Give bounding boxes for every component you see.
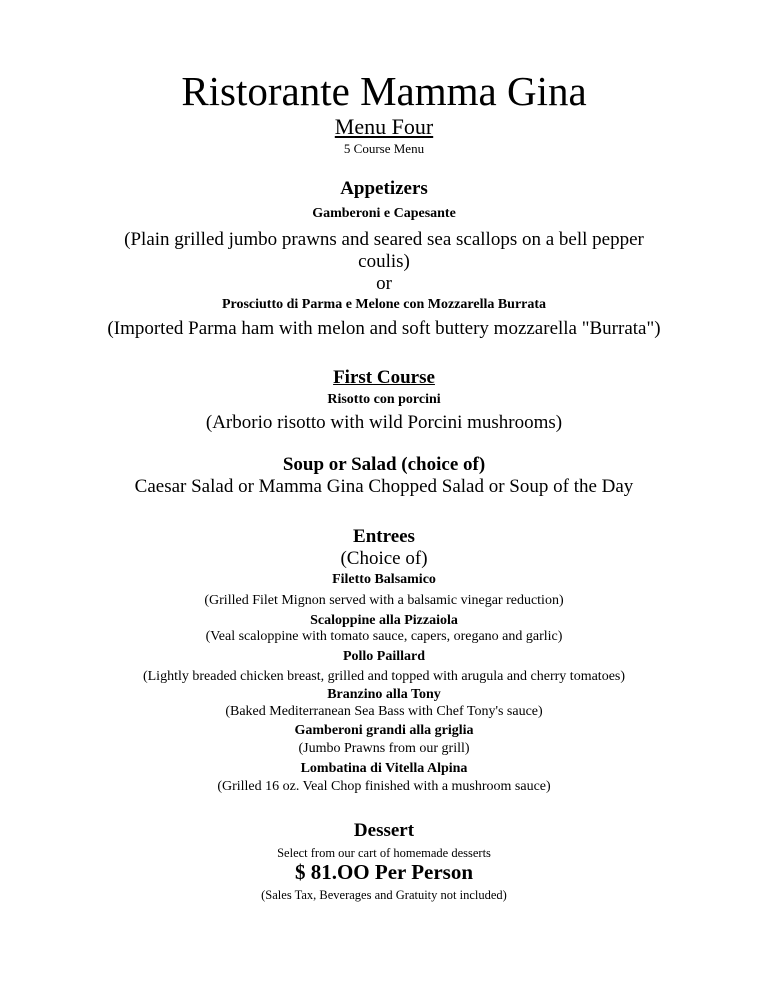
entree-desc: (Grilled 16 oz. Veal Chop finished with a mushroom sauce) xyxy=(217,779,551,794)
dessert-heading: Dessert xyxy=(353,820,415,841)
entree-desc: (Jumbo Prawns from our grill) xyxy=(298,741,470,756)
entree-name: Scaloppine alla Pizzaiola xyxy=(310,613,458,628)
appetizer-2-name: Prosciutto di Parma e Melone con Mozzarella Burrata xyxy=(221,297,547,312)
soup-salad-desc: Caesar Salad or Mamma Gina Chopped Salad or Soup of the Day xyxy=(134,476,634,497)
first-course-heading: First Course xyxy=(333,367,435,388)
entree-name: Pollo Paillard xyxy=(342,649,426,664)
appetizer-1-name: Gamberoni e Capesante xyxy=(312,206,456,221)
entree-name: Filetto Balsamico xyxy=(332,572,436,587)
price-note: (Sales Tax, Beverages and Gratuity not included) xyxy=(261,888,507,902)
entree-name: Lombatina di Vitella Alpina xyxy=(300,761,468,776)
first-course-name: Risotto con porcini xyxy=(327,392,441,407)
appetizer-1-desc-line2: coulis) xyxy=(358,251,410,272)
entree-desc: (Baked Mediterranean Sea Bass with Chef Tony's sauce) xyxy=(225,704,543,719)
appetizer-2-desc: (Imported Parma ham with melon and soft buttery mozzarella "Burrata") xyxy=(107,318,661,339)
soup-salad-heading: Soup or Salad (choice of) xyxy=(282,454,486,475)
dessert-desc: Select from our cart of homemade desserts xyxy=(277,846,491,860)
entree-desc: (Grilled Filet Mignon served with a balsamic vinegar reduction) xyxy=(204,593,564,608)
entree-name: Branzino alla Tony xyxy=(327,687,441,702)
restaurant-title: Ristorante Mamma Gina xyxy=(181,68,587,114)
entrees-choice: (Choice of) xyxy=(340,548,428,569)
appetizers-heading: Appetizers xyxy=(340,178,428,199)
menu-name-wrap xyxy=(0,114,768,140)
entree-desc: (Veal scaloppine with tomato sauce, capers, oregano and garlic) xyxy=(205,629,563,644)
entree-desc: (Lightly breaded chicken breast, grilled and topped with arugula and cherry tomatoes) xyxy=(142,669,626,684)
menu-name: Menu Four xyxy=(334,114,434,139)
first-course-heading-wrap xyxy=(0,367,768,389)
entrees-heading: Entrees xyxy=(353,526,415,547)
menu-subtitle: 5 Course Menu xyxy=(343,141,425,156)
appetizer-or: or xyxy=(376,273,392,294)
entree-name: Gamberoni grandi alla griglia xyxy=(294,723,474,738)
appetizer-1-desc-line1: (Plain grilled jumbo prawns and seared sea scallops on a bell pepper xyxy=(124,229,644,250)
first-course-desc: (Arborio risotto with wild Porcini mushrooms) xyxy=(205,412,563,433)
price: $ 81.OO Per Person xyxy=(294,860,474,884)
